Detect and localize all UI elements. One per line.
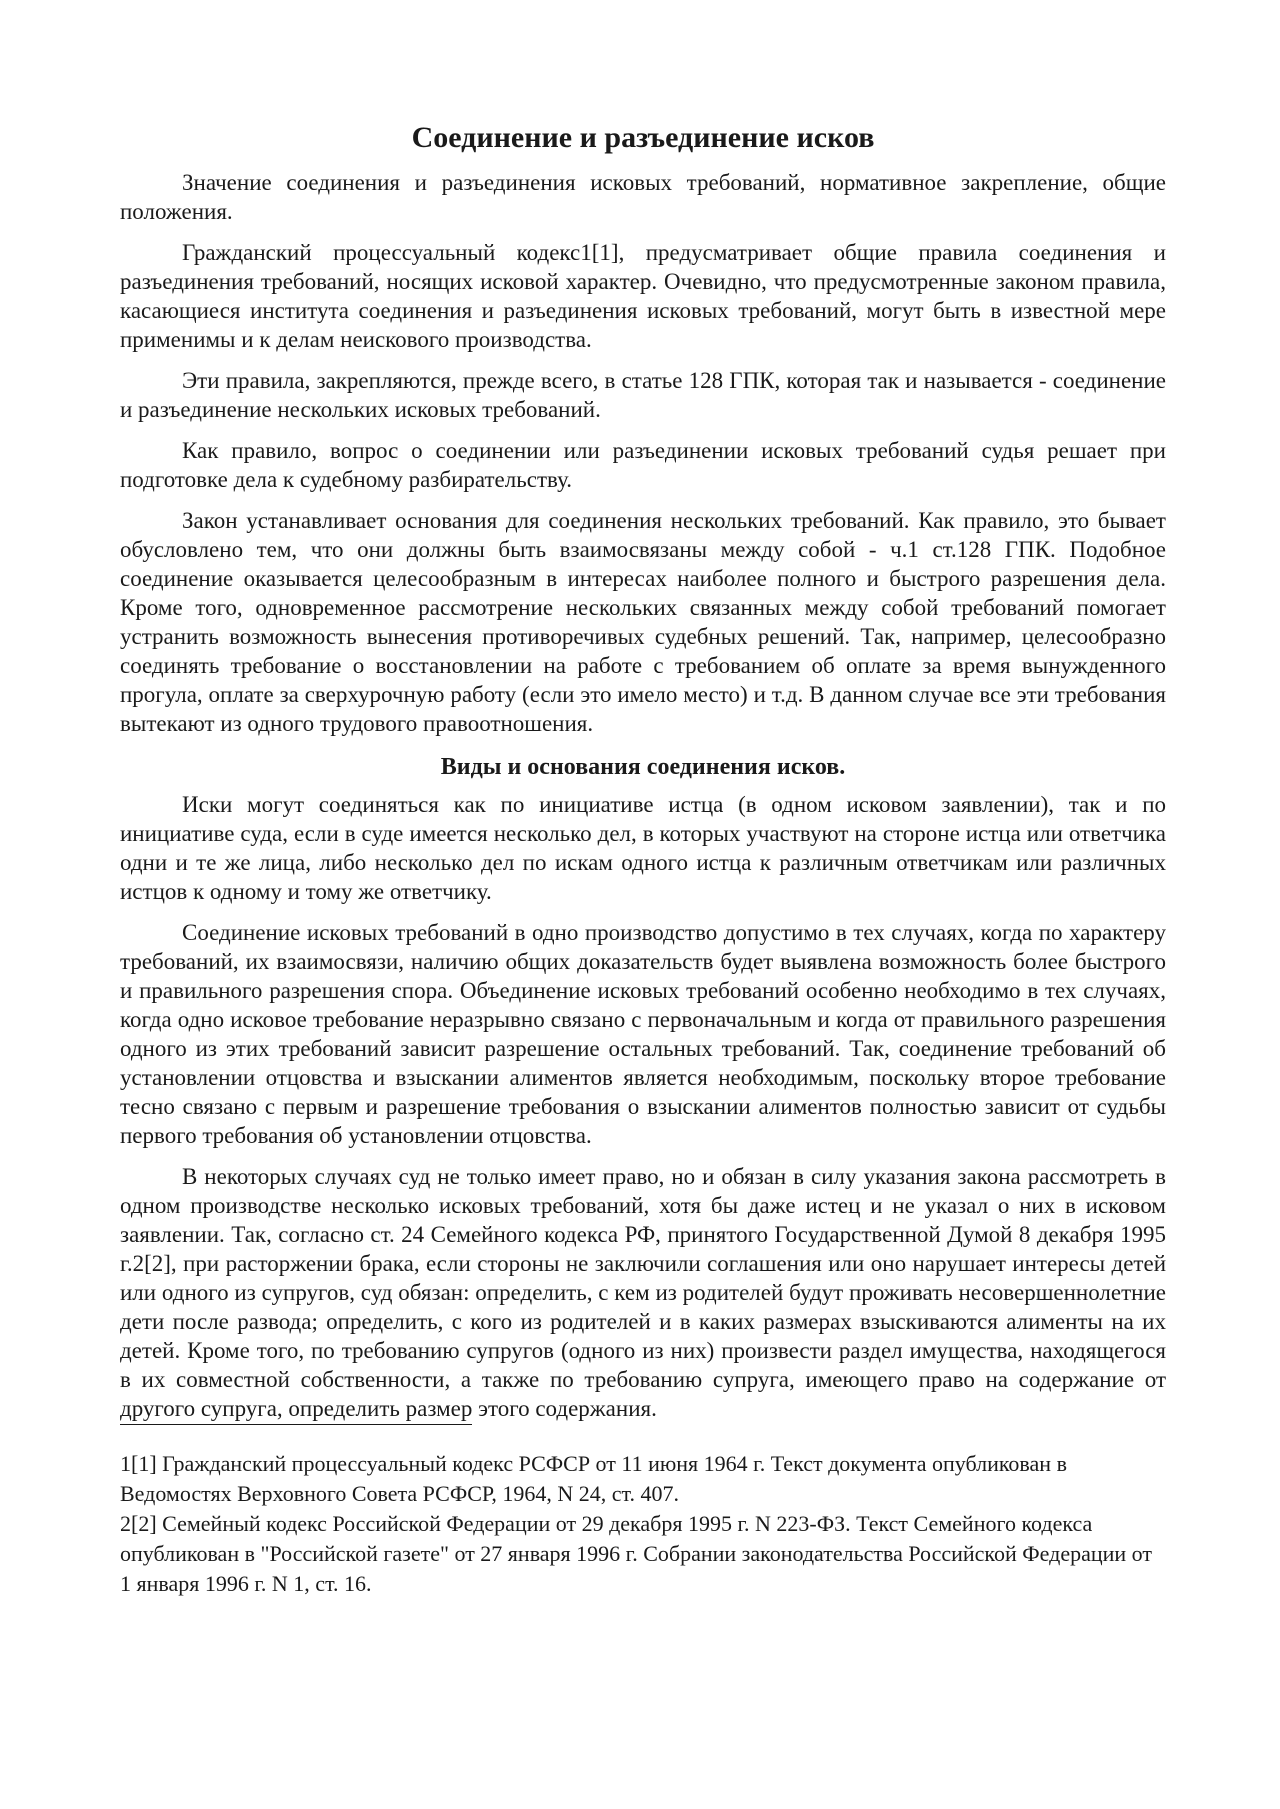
paragraph: Гражданский процессуальный кодекс1[1], предусматривает общие правила соединения и разъединения требований, носящих исковой характер. Очевидно, что предусмотренные законом правила, касающиеся института соединения и разъединения исковых требований, могут быть в известной мере применимы и к делам неискового производства.: [120, 240, 1166, 352]
document-title: Соединение и разъединение исков: [411, 121, 875, 154]
section-heading: Виды и основания соединения исков.: [440, 754, 846, 780]
footnote-separator: [120, 1424, 472, 1425]
footnote: 2[2] Семейный кодекс Российской Федерации от 29 декабря 1995 г. N 223-ФЗ. Текст Семейного кодекса опубликован в "Российской газете" от 27 января 1996 г. Собрании законодательства Российской Федерации от 1 января 1996 г. N 1, ст. 16.: [120, 1511, 1153, 1596]
paragraph: Соединение исковых требований в одно производство допустимо в тех случаях, когда по характеру требований, их взаимосвязи, наличию общих доказательств будет выявлена возможность более быстрого и правильного разрешения спора. Объединение исковых требований особенно необходимо в тех случаях, когда одно исковое требование неразрывно связано с первоначальным и когда от правильного разрешения одного из этих требований зависит разрешение остальных требований. Так, соединение требований об установлении отцовства и взыскании алиментов является необходимым, поскольку второе требование тесно связано с первым и разрешение требования о взыскании алиментов полностью зависит от судьбы первого требования об установлении отцовства.: [120, 920, 1166, 1148]
paragraph: Как правило, вопрос о соединении или разъединении исковых требований судья решает при подготовке дела к судебному разбирательству.: [120, 438, 1166, 492]
footnotes: [120, 1449, 1166, 1599]
paragraph: В некоторых случаях суд не только имеет право, но и обязан в силу указания закона рассмотреть в одном производстве несколько исковых требований, хотя бы даже истец и не указал о них в исковом заявлении. Так, согласно ст. 24 Семейного кодекса РФ, принятого Государственной Думой 8 декабря 1995 г.2[2], при расторжении брака, если стороны не заключили соглашения или оно нарушает интересы детей или одного из супругов, суд обязан: определить, с кем из родителей будут проживать несовершеннолетние дети после развода; определить, с кого из родителей и в каких размерах взыскиваются алименты на их детей. Кроме того, по требованию супругов (одного из них) произвести раздел имущества, находящегося в их совместной собственности, а также по требованию супруга, имеющего право на содержание от другого супруга, определить размер этого содержания.: [120, 1164, 1166, 1421]
paragraph: Эти правила, закрепляются, прежде всего, в статье 128 ГПК, которая так и называется - соединение и разъединение нескольких исковых требований.: [120, 368, 1166, 422]
document-page: [120, 118, 1166, 1599]
paragraph: Закон устанавливает основания для соединения нескольких требований. Как правило, это бывает обусловлено тем, что они должны быть взаимосвязаны между собой - ч.1 ст.128 ГПК. Подобное соединение оказывается целесообразным в интересах наиболее полного и быстрого разрешения дела. Кроме того, одновременное рассмотрение нескольких связанных между собой требований помогает устранить возможность вынесения противоречивых судебных решений. Так, например, целесообразно соединять требование о восстановлении на работе с требованием об оплате за время вынужденного прогула, оплате за сверхурочную работу (если это имело место) и т.д. В данном случае все эти требования вытекают из одного трудового правоотношения.: [120, 508, 1166, 736]
paragraph: Иски могут соединяться как по инициативе истца (в одном исковом заявлении), так и по инициативе суда, если в суде имеется несколько дел, в которых участвуют на стороне истца или ответчика одни и те же лица, либо несколько дел по искам одного истца к различным ответчикам или различных истцов к одному и тому же ответчику.: [120, 792, 1166, 904]
footnote: 1[1] Гражданский процессуальный кодекс РСФСР от 11 июня 1964 г. Текст документа опубликован в Ведомостях Верховного Совета РСФСР, 1964, N 24, ст. 407.: [120, 1451, 1067, 1506]
paragraph: Значение соединения и разъединения исковых требований, нормативное закрепление, общие положения.: [120, 170, 1166, 224]
